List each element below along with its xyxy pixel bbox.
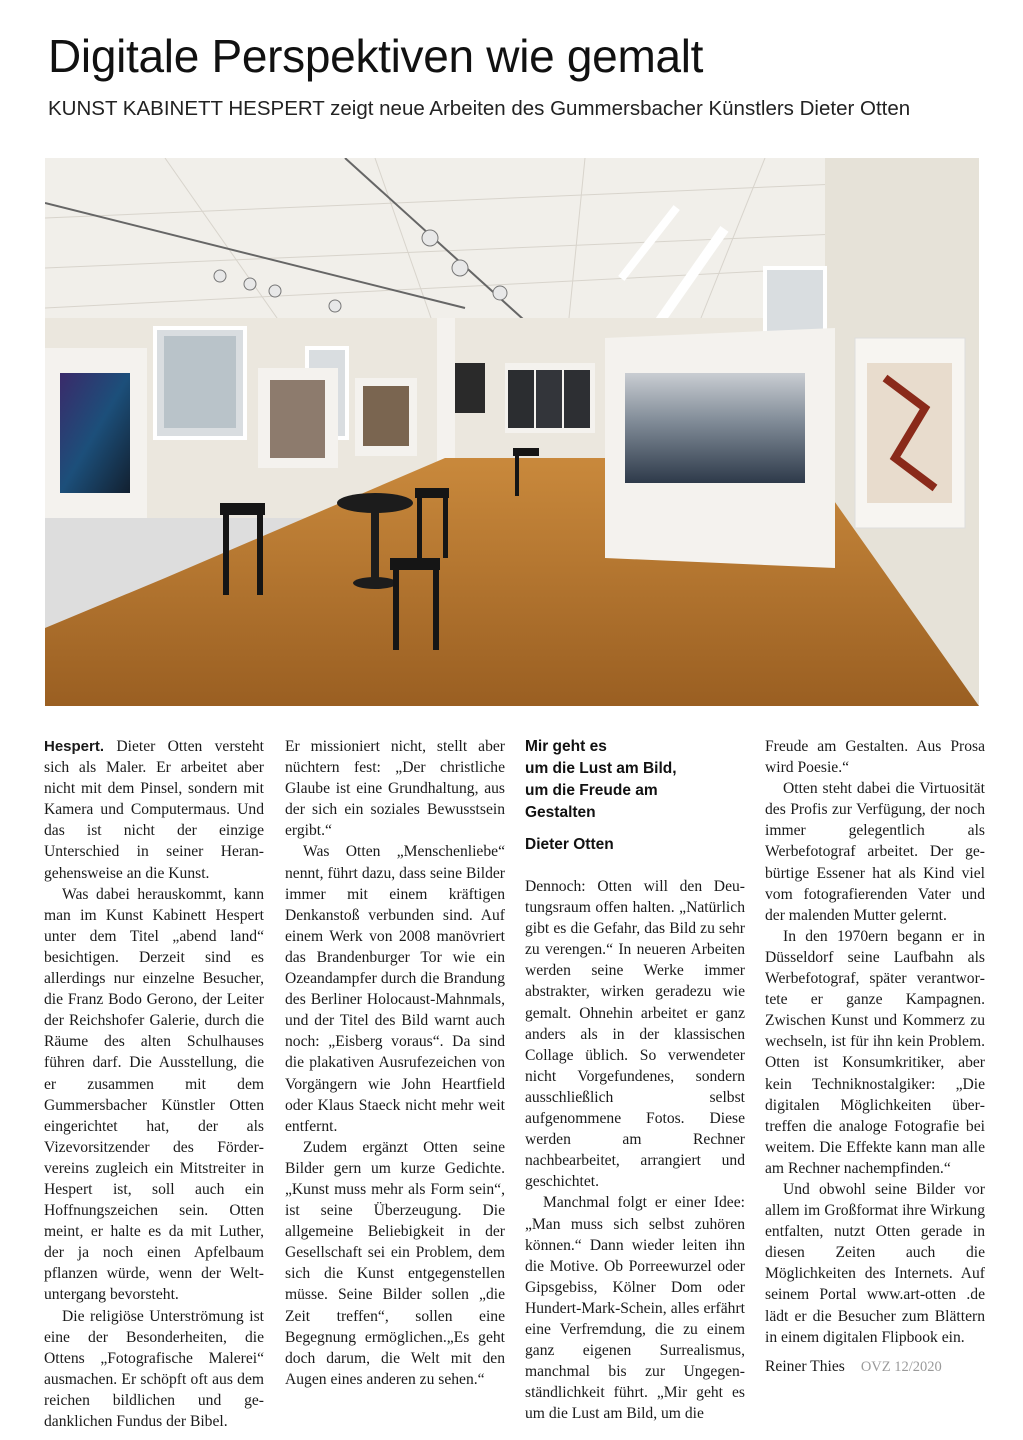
dateline: Hespert. bbox=[44, 738, 105, 755]
paragraph: Was Otten „Menschenliebe“ nennt, führt dazu, dass seine Bilder immer mit einem kräftigen Denkanstoß verbunden sind. Auf einem Werk von 2008 manövriert das Brandenburger Tor wie ein Ozeandampfer durch die Brandung des Berliner Holocaust-Mahnmals, und der Titel des Bild warnt auch noch: „Eisberg voraus“. Da sind die plakativen Ausrufezeichen von Vorgängern wie John Heartfield oder Klaus Staeck nicht mehr weit entfernt. bbox=[285, 843, 505, 1135]
article-column-3 bbox=[525, 736, 745, 1424]
paragraph: Dieter Otten versteht sich als Maler. Er arbeitet aber nicht mit dem Pinsel, sondern mit Kamera und Computermaus. Und das ist nicht der einzige Unterschied in seiner Herangehensweise an die Kunst. bbox=[44, 738, 264, 882]
article-column-2 bbox=[285, 736, 505, 1390]
paragraph: Otten steht dabei die Virtuosität des Profis zur Verfügung, der noch immer gelegentlich als Werbefotograf arbeitet. Der gebürtige Essener hat als Kind viel vom fotografierenden Vater und der malenden Mutter gelernt. bbox=[765, 780, 985, 924]
gallery-photo bbox=[45, 158, 979, 706]
article-column-4 bbox=[765, 736, 985, 1378]
paragraph: Die religiöse Unterströmung ist eine der Besonderheiten, die Ottens „Fotografische Malerei“ ausmachen. Er schöpft oft aus dem reichen bildlichen und gedanklichen Fundus der Bibel. bbox=[44, 1307, 264, 1430]
pull-quote-line: Mir geht es bbox=[525, 738, 607, 755]
paragraph: Er missioniert nicht, stellt aber nüchtern fest: „Der christliche Glaube ist eine Grundhaltung, aus der sich ein soziales Bewusstsein ergibt.“ bbox=[285, 738, 505, 840]
pull-quote-author: Dieter Otten bbox=[525, 836, 614, 853]
paragraph: Was dabei herauskommt, kann man im Kunst Kabinett Hespert unter dem Titel „abend land“ besichtigen. Derzeit sind es allerdings nur einzelne Besucher, die Franz Bodo Gerono, der Leiter der Reichshofer Galerie, durch die Räume des alten Schulhauses führen darf. Die Ausstellung, die er zusammen mit dem Gummersbacher Künstler Otten eingerichtet hat, der als Vizevorsitzender des Fördervereins zugleich ein Mitstreiter in Hespert ist, soll auch ein Hoffnungszeichen sein. Otten meint, er halte es da mit Luther, der ja noch einen Apfelbaum pflanzen würde, wenn der Weltuntergang bevorsteht. bbox=[44, 885, 264, 1304]
pull-quote-line: um die Freude am bbox=[525, 782, 658, 799]
pull-quote-line: um die Lust am Bild, bbox=[525, 760, 677, 777]
pull-quote bbox=[525, 736, 745, 824]
paragraph: Dennoch: Otten will den Deutungsraum offen halten. „Natürlich gibt es die Gefahr, das Bild zu sehr zu verengen.“ In neueren Arbeiten werden seine Werke immer abstrakter, wirken geradezu wie gemalt. Ohnehin arbeitet er ganz anders als in der klassischen Collage üblich. So verwendeter nicht Vorgefundenes, sondern ausschließlich selbst aufgenommene Fotos. Diese werden am Rechner nachbearbeitet, arrangiert und geschichtet. bbox=[525, 878, 745, 1191]
paragraph: Und obwohl seine Bilder vor allem im Großformat ihre Wirkung entfalten, nutzt Otten gerade in diesen Zeiten auch die Möglichkeiten des Internets. Auf seinem Portal www.art-otten .de lädt er die Besucher zum Blättern in einem digitalen Flipbook ein. bbox=[765, 1180, 985, 1346]
author-name: Reiner Thies bbox=[765, 1357, 845, 1375]
pull-quote-line: Gestalten bbox=[525, 804, 596, 821]
article-column-1 bbox=[44, 736, 264, 1432]
headline: Digitale Perspektiven wie gemalt bbox=[48, 30, 704, 82]
subheadline: KUNST KABINETT HESPERT zeigt neue Arbeiten des Gummersbacher Künstlers Dieter Otten bbox=[48, 97, 911, 120]
paragraph: Manchmal folgt er einer Idee: „Man muss sich selbst zuhören können.“ Dann wieder leiten ihn die Motive. Ob Porreewurzel oder Gipsgebiss, Kölner Dom oder Hundert-Mark-Schein, alles erfährt eine Verfremdung, die zu einem ganz eigenen Surrealismus, manchmal bis zur Ungegenständlichkeit führt. „Mir geht es um die Lust am Bild, um die bbox=[525, 1194, 745, 1423]
paragraph: Freude am Gestalten. Aus Prosa wird Poesie.“ bbox=[765, 738, 985, 777]
source-citation: OVZ 12/2020 bbox=[860, 1358, 942, 1375]
paragraph: Zudem ergänzt Otten seine Bilder gern um kurze Gedichte. „Kunst muss mehr als Form sein“, ist seine Überzeugung. Die allgemeine Beliebigkeit in der Gesellschaft sei ein Problem, dem sich die Kunst entgegenstellen müsse. Seine Bilder sollen „die Zeit treffen“, sollen eine Begegnung ermöglichen.„Es geht doch darum, die Welt mit den Augen eines anderen zu sehen.“ bbox=[285, 1138, 505, 1388]
paragraph: In den 1970ern begann er in Düsseldorf seine Laufbahn als Werbefotograf, später verantwortete er ganze Kampagnen. Zwischen Kunst und Kommerz zu wechseln, ist für ihn kein Problem. Otten ist Konsumkritiker, aber kein Techniknostalgiker: „Die digitalen Möglichkeiten übertreffen die analoge Fotografie bei weitem. Die Effekte kann man alle am Rechner nachempfinden.“ bbox=[765, 927, 985, 1177]
byline bbox=[765, 1356, 985, 1378]
